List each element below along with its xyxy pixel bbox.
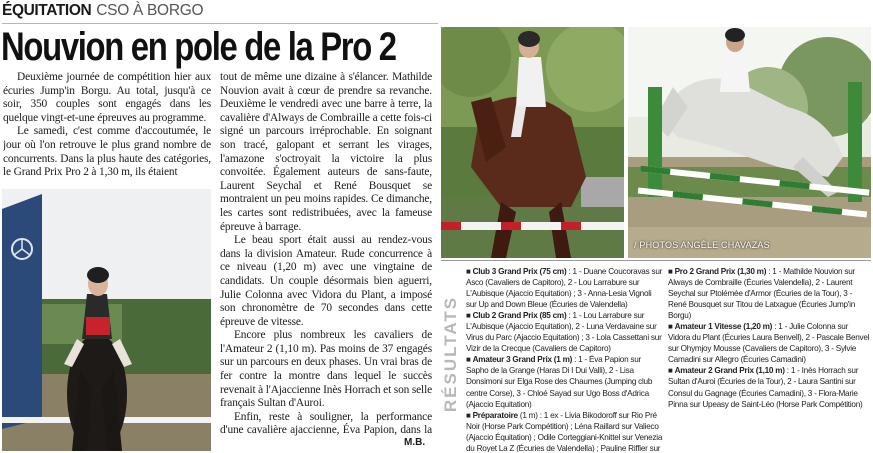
result-text: : 1 - Duane Coucoravas sur Asco (Cavaliers de Capitoro), 2 - Lou Larrabure sur L'Aubisque (Ajaccio Equitation) ; 3 - Anna-Lesia Vignoli sur Up and Down Bleue (Écuries de Valendella) <box>466 267 663 310</box>
result-label: Pro 2 Grand Prix (1,30 m) <box>674 267 767 276</box>
article-paragraph: Le samedi, c'est comme d'accoutumée, le jour où l'on retrouve le plus grand nombre de concurrents. Dans la plus haute des catégories, le Grand Prix Pro 2 à 1,30 m, ils étaient <box>3 125 211 179</box>
result-text: : 1 - Julie Colonna sur Vidora du Plant (Écuries Laura Benvell), 2 - Pascale Benvel sur Ohymjoy Mousse (Cavaliers de Capitoro), 3 - Sylvie Camadini sur Allegro (Écuries Camadini) <box>668 322 870 365</box>
result-label: Préparatoire <box>472 410 518 420</box>
photo-rider-front <box>2 189 211 451</box>
result-label: Club 3 Grand Prix (75 cm) <box>472 267 567 276</box>
result-text: (1 m) : 1 ex - Livia Bikodoroff sur Rio Pré Noir (Horse Park Compétition) ; Léna Raillard sur Valieco (Ajaccio Équitation) ; Odile Corteggiani-Knittel sur Venezia du Royet La Z (Écuries de Valendella) ; Pauline Riffier sur <box>466 410 663 452</box>
photo-grey-horse-jump <box>628 27 871 258</box>
result-label: Amateur 2 Grand Prix (1,10 m) <box>674 366 785 376</box>
result-entry <box>668 321 871 365</box>
result-text: : 1 - Lou Larrabure sur L'Aubisque (Ajaccio Equitation), 2 - Luna Verdavaine sur Virus du Parc (Ajaccio Equitation) ; 3 - Lola Cassettani sur Vizir de la Crecque (Cavaliers de Capitoro) <box>466 311 662 354</box>
result-entry <box>466 354 663 409</box>
square-bullet-icon: ■ <box>668 267 673 276</box>
square-bullet-icon: ■ <box>668 322 673 332</box>
result-entry <box>466 410 663 452</box>
result-text: : 1 - Inès Horrach sur Sultan d'Auroi (Écuries de la Tour), 2 - Laura Santini sur Consul du Gagnage (Écuries Camadini), 3 - Flora-Marie Pinna sur Upeasy de Saint-Léo (Horse Park Compétition) <box>668 366 863 409</box>
result-label: Club 2 Grand Prix (85 cm) <box>472 311 567 321</box>
results-column-2 <box>668 266 871 452</box>
article-paragraph: Encore plus nombreux les cavaliers de l'Amateur 2 (1,10 m). Pas moins de 37 engagés sur un parcours en deux phases. Un vrai bras de fer contre la montre dans lequel le succès revenait à l'Ajaccienne Inès Horrach et son selle français Sultan d'Auroi. <box>220 329 432 410</box>
result-label: Amateur 3 Grand Prix (1 m) <box>472 355 573 365</box>
article-paragraph: Deuxième journée de compétition hier aux écuries Jump'in Borgu. Au total, jusqu'à ce soir, 350 couples sont engagés dans les quelque vingt-et-une épreuves au programme. <box>3 71 211 124</box>
author-signature: M.B. <box>404 437 426 448</box>
article-paragraph: tout de même une dizaine à s'élancer. Mathilde Nouvion avait à cœur de prendre sa revanche. Deuxième le vendredi avec une barre à terre, la cavalière d'Always de Combraille a cette fois-ci signé un parcours irréprochable. En soignant son tracé, galopant et serrant les virages, l'amazone s'octroyait la victoire la plus convoitée. Également auteurs de sans-faute, Laurent Seychal et René Bousquet se montraient un peu moins rapides. Ce dimanche, les cartes sont redistribuées, avec la fameuse épreuve à barrage. <box>220 71 432 233</box>
article-column-1 <box>3 71 211 187</box>
square-bullet-icon: ■ <box>466 355 471 365</box>
photo-rider-jump <box>441 27 624 258</box>
results-divider <box>441 260 871 261</box>
article-paragraph: Le beau sport était aussi au rendez-vous dans la division Amateur. Rude concurrence à ce niveau (1,20 m) avec une vingtaine de candidats. Un couple désormais bien aguerri, Julie Colonna avec Vidora du Plant, a imposé son chronomètre de 70 secondes dans cette épreuve de vitesse. <box>220 234 432 328</box>
article-column-2 <box>220 71 432 437</box>
article-paragraph: Enfin, reste à souligner, la performance d'une cavalière ajaccienne, Éva Papion, dans la <box>220 410 432 437</box>
result-text: : 1 - Mathilde Nouvion sur Always de Combraille (Écuries Valendella), 2 - Laurent Seychal sur Ptolémée d'Armor (Écuries de la Tour), 3 - René Bousquet sur Titou de Latxague (Écuries Jump'in Borgu) <box>668 267 856 321</box>
result-text: : 1 - Éva Papion sur Sapho de la Grange (Haras Di I Dui Valli), 2 - Lisa Donsimoni sur Elga Rose des Chaumes (Jumping club centre Corse), 3 - Chloé Sayad sur Ugo Boss d'Adrica (Ajaccio Equitation) <box>466 355 653 409</box>
square-bullet-icon: ■ <box>668 366 673 376</box>
results-title: RÉSULTATS <box>441 295 460 413</box>
result-entry <box>668 266 871 321</box>
headline: Nouvion en pole de la Pro 2 <box>1 25 396 69</box>
square-bullet-icon: ■ <box>466 410 471 420</box>
result-label: Amateur 1 Vitesse (1,20 m) <box>674 322 773 332</box>
square-bullet-icon: ■ <box>466 311 471 321</box>
result-entry <box>466 266 663 310</box>
result-entry <box>466 310 663 354</box>
square-bullet-icon: ■ <box>466 267 471 276</box>
results-vertical-title <box>441 264 461 452</box>
rubric-category: ÉQUITATION <box>2 2 92 19</box>
result-entry <box>668 365 871 409</box>
photo-credit: / PHOTOS ANGÈLE CHAVAZAS <box>634 240 770 250</box>
results-column-1 <box>466 266 663 452</box>
section-rubric <box>2 2 203 24</box>
rubric-subcategory: CSO À BORGO <box>96 2 204 19</box>
